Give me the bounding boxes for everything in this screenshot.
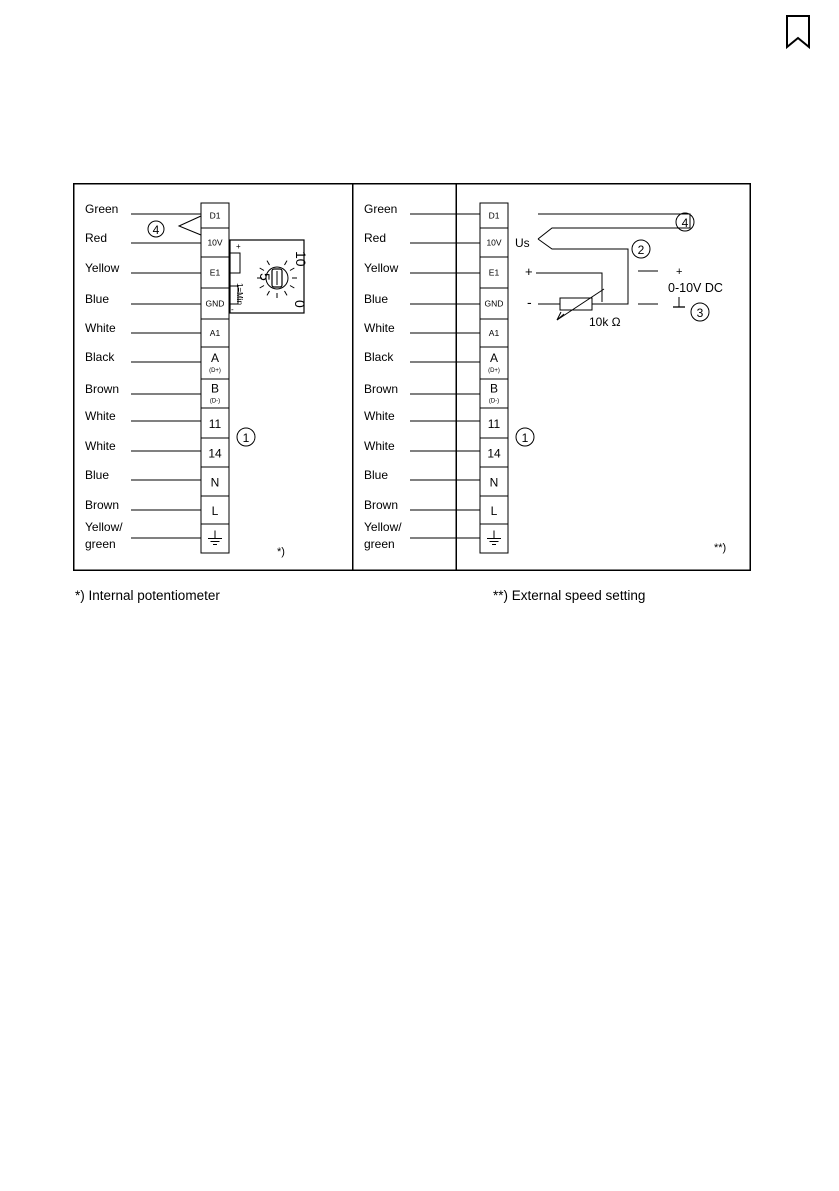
terminal-b-left[interactable] <box>201 379 229 408</box>
terminal-label: 11 <box>487 417 501 431</box>
wire-color-label: Black <box>364 350 394 364</box>
terminal-label: B <box>489 381 499 396</box>
dial-tick <box>290 268 294 271</box>
wire-color-label: Brown <box>364 382 399 396</box>
terminal-l-right[interactable] <box>480 496 508 524</box>
terminal-sublabel: (D+) <box>488 368 500 374</box>
wire-color-label: Red <box>85 231 108 245</box>
wire-color-label: White <box>85 321 116 335</box>
wire-color-label: White <box>85 439 116 453</box>
bookmark-icon <box>784 14 812 50</box>
dial-tick <box>285 291 288 295</box>
terminal-label: A1 <box>209 328 221 338</box>
dial-tick <box>285 261 288 265</box>
terminal-label: 10V <box>207 237 223 248</box>
wire-color-label: Green <box>85 202 119 216</box>
terminal-earth-left[interactable] <box>201 524 229 553</box>
terminal-label: N <box>489 475 499 490</box>
wire-color-label: Brown <box>85 498 120 512</box>
terminal-label: L <box>211 504 219 518</box>
terminal-label: E1 <box>488 267 500 278</box>
plus-label: + <box>525 264 533 279</box>
minus-label: - <box>527 294 532 310</box>
ground-symbol-icon <box>673 297 685 307</box>
terminal-label: E1 <box>209 267 221 278</box>
terminal-label: N <box>210 475 220 490</box>
terminal-label: D1 <box>488 210 500 221</box>
dial-min-label: 0 <box>292 300 308 308</box>
wire-color-label: Yellow <box>364 261 399 275</box>
terminal-label: GND <box>484 298 504 309</box>
wire-color-label: Blue <box>364 468 389 482</box>
wire-color-label: Blue <box>85 468 110 482</box>
resistor-label: 10k Ω <box>589 315 621 329</box>
caption-internal-potentiometer: *) Internal potentiometer <box>75 588 220 603</box>
terminal-label: 14 <box>487 446 501 461</box>
wire-color-label: Blue <box>85 292 110 306</box>
terminal-label: D1 <box>209 210 221 221</box>
wire-color-label: White <box>85 409 116 423</box>
callout-3-label: 3 <box>696 306 704 320</box>
terminal-n-left[interactable] <box>201 467 229 496</box>
terminal-n-right[interactable] <box>480 467 508 496</box>
dial-tick <box>290 286 294 289</box>
callout-4-label: 4 <box>681 216 689 230</box>
terminal-label: 10V <box>486 237 502 248</box>
source-label: 0-10V DC <box>668 281 723 295</box>
terminal-label: 14 <box>208 446 222 461</box>
terminal-a-left[interactable] <box>201 347 229 379</box>
terminal-b-right[interactable] <box>480 379 508 408</box>
caption-external-speed-setting: **) External speed setting <box>493 588 646 603</box>
wire-color-label: White <box>364 321 395 335</box>
terminal-label: L <box>490 504 498 518</box>
dial-side-label: 1=Min <box>235 283 244 306</box>
terminal-a-right[interactable] <box>480 347 508 379</box>
terminal-gnd-right[interactable] <box>480 288 508 319</box>
us-label: Us <box>515 236 530 250</box>
terminal-a1-right[interactable] <box>480 319 508 347</box>
terminal-l-left[interactable] <box>201 496 229 524</box>
dial-tick <box>260 268 264 271</box>
dial-tick <box>267 261 270 265</box>
wire-color-label: Red <box>364 231 387 245</box>
wire-color-label: Blue <box>364 292 389 306</box>
terminal-d1-left[interactable] <box>201 203 229 228</box>
terminal-label: A1 <box>488 328 500 338</box>
external-speed-setting-diagram <box>352 183 751 571</box>
wire-color-label-2: green <box>364 537 395 551</box>
callout-1-label: 1 <box>521 431 529 445</box>
callout-1-label: 1 <box>242 431 250 445</box>
source-plus-label: + <box>676 266 683 278</box>
terminal-10v-right[interactable] <box>480 228 508 257</box>
terminal-sublabel: (D+) <box>209 368 221 374</box>
terminal-sublabel: (D-) <box>209 398 221 405</box>
right-terminal-strip <box>364 202 508 553</box>
terminal-label: A <box>210 351 220 365</box>
callout-4-label: 4 <box>152 223 160 237</box>
dial-tick <box>260 286 264 289</box>
terminal-10v-left[interactable] <box>201 228 229 257</box>
callout-2-label: 2 <box>637 243 645 257</box>
left-marker: *) <box>277 546 285 558</box>
wire-color-label-2: green <box>85 537 116 551</box>
terminal-14-left[interactable] <box>201 438 229 467</box>
wire-color-label: White <box>364 439 395 453</box>
terminal-e1-right[interactable] <box>480 257 508 288</box>
wire-color-label: Brown <box>364 498 399 512</box>
terminal-sublabel: (D-) <box>488 398 500 405</box>
right-marker: **) <box>714 542 727 554</box>
dial-max-label: 10 <box>293 251 309 267</box>
wire-color-label: Brown <box>85 382 120 396</box>
dial-tick <box>267 291 270 295</box>
left-terminal-strip <box>85 202 229 553</box>
terminal-14-right[interactable] <box>480 438 508 467</box>
terminal-label: A <box>489 351 499 365</box>
terminal-a1-left[interactable] <box>201 319 229 347</box>
terminal-label: GND <box>205 298 225 309</box>
wire-color-label: Yellow/ <box>85 520 123 534</box>
dial-minus-label: - <box>231 305 234 314</box>
terminal-e1-left[interactable] <box>201 257 229 288</box>
dial-plus-label: + <box>236 242 241 251</box>
terminal-earth-right[interactable] <box>480 524 508 553</box>
wire-color-label: Black <box>85 350 115 364</box>
terminal-11-right[interactable] <box>480 408 508 438</box>
wire-color-label: Yellow <box>85 261 120 275</box>
dial-mid-label: 5 <box>257 273 273 281</box>
wire-color-label: Yellow/ <box>364 520 402 534</box>
terminal-label: B <box>210 381 220 396</box>
internal-potentiometer[interactable] <box>229 240 309 314</box>
terminal-11-left[interactable] <box>201 408 229 438</box>
right-wiring-svg <box>352 183 751 571</box>
terminal-gnd-left[interactable] <box>201 288 229 319</box>
terminal-label: 11 <box>208 417 222 431</box>
wire-color-label: White <box>364 409 395 423</box>
terminal-d1-right[interactable] <box>480 203 508 228</box>
wire-color-label: Green <box>364 202 398 216</box>
